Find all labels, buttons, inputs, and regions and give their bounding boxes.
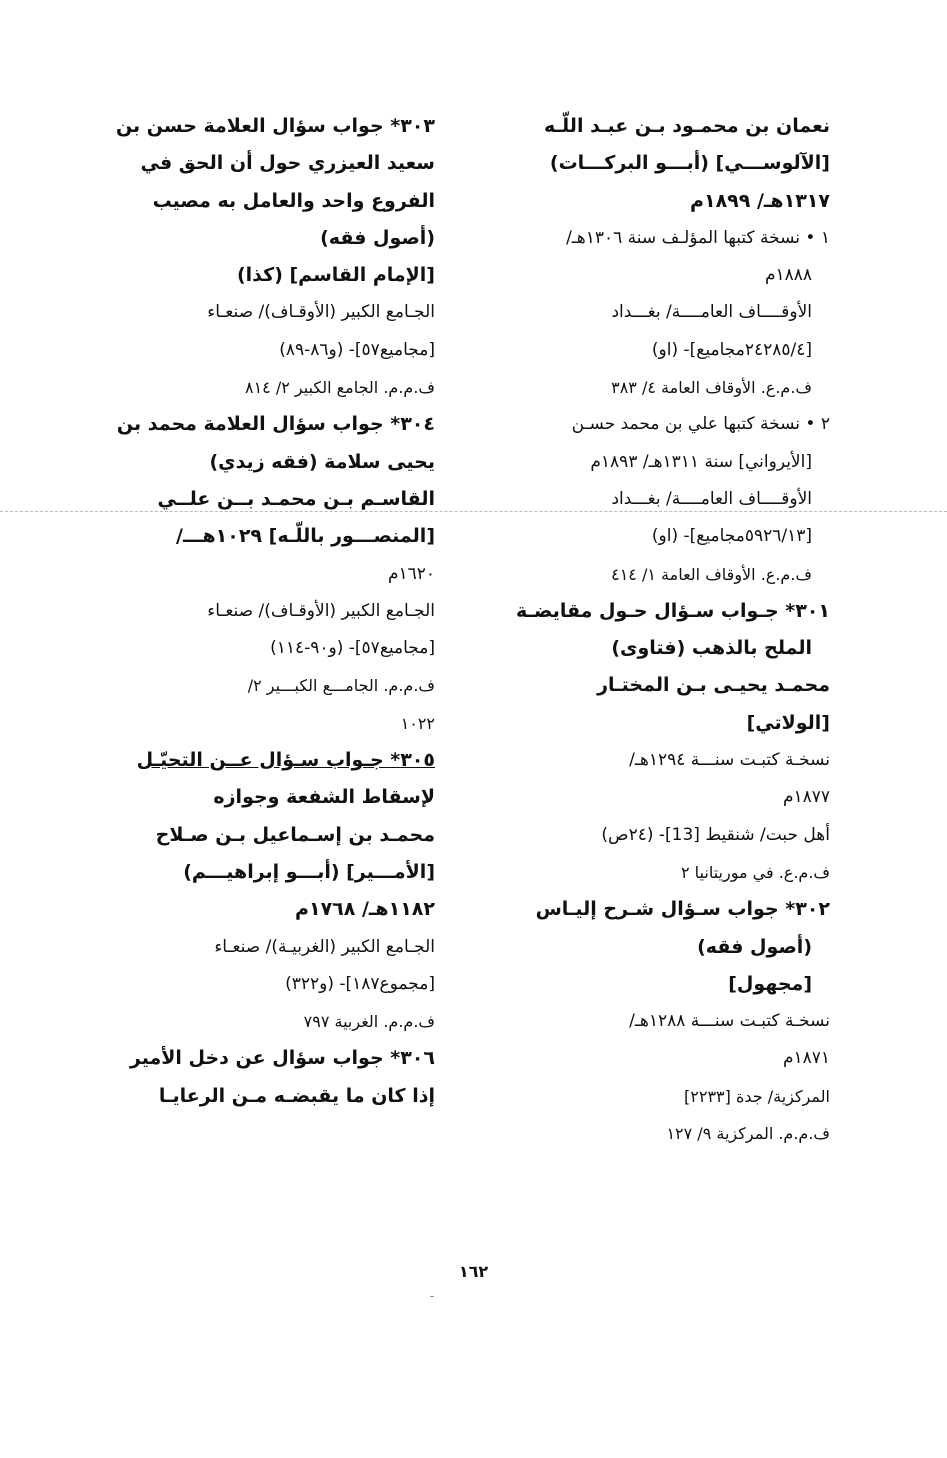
copy-line: ١٨٧١م	[782, 1048, 830, 1069]
catalog-ref-line: ف.م.ع. الأوقاف العامة ٤/ ٣٨٣	[611, 378, 812, 398]
catalog-ref-line: ف.م.ع. الأوقاف العامة ١/ ٤١٤	[611, 564, 812, 584]
entry-title-301: ٣٠١* جـواب سـؤال حـول مقايضـة	[515, 599, 830, 622]
catalog-ref-line: ف.م.م. المركزية ٩/ ١٢٧	[666, 1124, 830, 1144]
library-line: المركزية/ جدة [٢٢٣٣]	[684, 1086, 830, 1106]
copy-line: نسخـة كتبـت سنـــة ١٢٩٤هـ/	[629, 750, 830, 771]
entry-date-line: ١٣١٧هـ/ ١٨٩٩م	[690, 189, 830, 212]
catalog-ref-line: ١٠٢٢	[400, 713, 435, 733]
entry-author-line: محمـد بن إسـماعيل بـن صـلاح	[155, 823, 435, 846]
entry-title-304: ٣٠٤* جواب سؤال العلامة محمد بن	[116, 413, 435, 436]
library-line: الجـامع الكبير (الأوقـاف)/ صنعـاء	[207, 302, 435, 323]
entry-title-303: ٣٠٣* جواب سؤال العلامة حسن بن	[115, 115, 435, 137]
entry-title-305: ٣٠٥* جـواب سـؤال عــن التحيّـل	[136, 749, 435, 772]
entry-author-line: نعمان بن محمـود بـن عبـد اللّـه	[544, 115, 830, 137]
entry-author-line: [الولاتي]	[746, 711, 830, 734]
copy-item-line: ١٨٨٨م	[764, 265, 812, 286]
right-column	[490, 108, 830, 1152]
catalog-ref-line: ف.م.ع. في موريتانيا ٢	[680, 862, 830, 882]
entry-author-line: [الآلوســـي] (أبـــو البركـــات)	[549, 152, 830, 175]
library-line: الجـامع الكبير (الأوقـاف)/ صنعـاء	[207, 600, 435, 621]
entry-title-line: يحيى سلامة (فقه زيدي)	[209, 450, 435, 473]
entry-subject-line: (أصول فقه)	[320, 226, 435, 249]
left-column	[105, 108, 435, 1115]
entry-date-line: ١١٨٢هـ/ ١٧٦٨م	[295, 898, 435, 921]
scan-mark	[430, 1296, 434, 1297]
entry-author-line: [الإمام القاسم] (كذا)	[236, 264, 435, 287]
copy-item-2: ٢ • نسخة كتبها علي بن محمد حسـن	[571, 414, 830, 435]
entry-author-line: محمـد يحيـى بـن المختـار	[597, 674, 830, 697]
library-line: أهل حبت/ شنقيط [13]- (٢٤ص)	[601, 824, 830, 845]
shelfmark-line: [مجاميع٥٧]- (و٩٠-١١٤)	[270, 638, 435, 659]
shelfmark-line: [٢٤٢٨٥/٤مجاميع]- (او)	[651, 339, 812, 360]
copy-item-1: ١ • نسخة كتبها المؤلـف سنة ١٣٠٦هـ/	[566, 227, 830, 248]
entry-title-line: سعيد العيزري حول أن الحق في	[140, 152, 435, 175]
entry-author-line: القاسـم بـن محمـد بــن علــي	[157, 487, 435, 510]
copy-item-line: [الأيرواني] سنة ١٣١١هـ/ ١٨٩٣م	[590, 451, 812, 472]
entry-title-line: الفروع واحد والعامل به مصيب	[152, 189, 435, 212]
shelfmark-line: [٥٩٢٦/١٣مجاميع]- (او)	[651, 526, 812, 547]
entry-title-306: ٣٠٦* جواب سؤال عن دخل الأمير	[129, 1047, 435, 1070]
entry-author-line: [مجهول]	[728, 972, 812, 995]
entry-title-line: الملح بالذهب (فتاوى)	[611, 637, 812, 660]
entry-title-302: ٣٠٢* جواب سـؤال شـرح إليـاس	[535, 898, 830, 921]
catalog-ref-line: ف.م.م. الجامع الكبير ٢/ ٨١٤	[244, 378, 435, 398]
entry-subject-line: (أصول فقه)	[697, 935, 812, 958]
library-line: الأوقــــاف العامــــة/ بغـــداد	[611, 488, 812, 509]
copy-line: نسخـة كتبـت سنـــة ١٢٨٨هـ/	[629, 1011, 830, 1032]
library-line: الجـامع الكبير (الغربيـة)/ صنعـاء	[214, 936, 435, 957]
shelfmark-line: [مجاميع٥٧]- (و٨٦-٨٩)	[279, 339, 435, 360]
entry-author-line: [المنصـــور باللّـه] ١٠٢٩هـــ/	[176, 525, 435, 548]
entry-author-line: [الأمـــير] (أبـــو إبراهيـــم)	[183, 860, 435, 883]
copy-line: ١٨٧٧م	[782, 787, 830, 808]
entry-date-line: ١٦٢٠م	[387, 563, 435, 584]
page-number: ١٦٢	[458, 1262, 489, 1281]
library-line: الأوقــــاف العامــــة/ بغـــداد	[611, 302, 812, 323]
entry-title-line: لإسقاط الشفعة وجوازه	[213, 786, 435, 809]
catalog-ref-line: ف.م.م. الجامـــع الكبـــير ٢/	[247, 676, 435, 696]
shelfmark-line: [مجموع١٨٧]- (و٣٢٢)	[285, 973, 435, 994]
catalog-ref-line: ف.م.م. الغربية ٧٩٧	[303, 1012, 435, 1032]
entry-title-line: إذا كان ما يقبضـه مـن الرعايـا	[158, 1084, 435, 1107]
